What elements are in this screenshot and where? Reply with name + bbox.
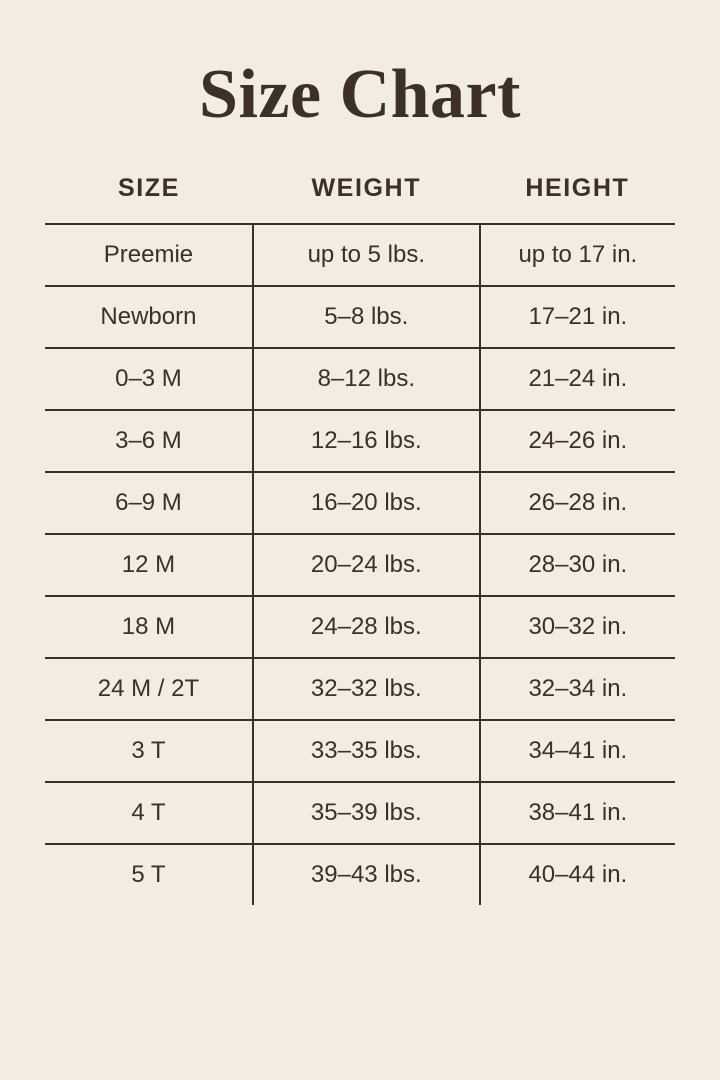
cell-size: 12 M	[45, 534, 253, 596]
cell-height: 38–41 in.	[480, 782, 675, 844]
cell-size: 0–3 M	[45, 348, 253, 410]
size-chart-table	[45, 170, 675, 905]
size-chart-table-wrapper	[45, 132, 675, 905]
cell-weight: 39–43 lbs.	[253, 844, 480, 905]
cell-height: 40–44 in.	[528, 860, 628, 888]
cell-height: 34–41 in.	[480, 720, 675, 782]
cell-weight: 20–24 lbs.	[253, 534, 480, 596]
cell-height: 28–30 in.	[480, 534, 675, 596]
cell-size: 3 T	[45, 720, 253, 782]
cell-weight: 8–12 lbs.	[253, 348, 480, 410]
table-header-row	[45, 170, 675, 224]
cell-size: 6–9 M	[45, 472, 253, 534]
cell-weight: 12–16 lbs.	[253, 410, 480, 472]
table-row	[45, 348, 675, 410]
column-header-height: HEIGHT	[480, 170, 675, 224]
cell-weight: 33–35 lbs.	[253, 720, 480, 782]
table-row	[45, 720, 675, 782]
table-row	[45, 534, 675, 596]
cell-height: 30–32 in.	[480, 596, 675, 658]
table-row	[45, 782, 675, 844]
table-row	[45, 596, 675, 658]
cell-height: 26–28 in.	[480, 472, 675, 534]
table-row	[45, 472, 675, 534]
table-body	[45, 224, 675, 905]
cell-size: 5 T	[45, 844, 253, 905]
table-row	[45, 224, 675, 286]
cell-size: Newborn	[45, 286, 253, 348]
column-header-size: SIZE	[45, 170, 253, 224]
cell-weight: 35–39 lbs.	[253, 782, 480, 844]
cell-height: 17–21 in.	[480, 286, 675, 348]
cell-height: 24–26 in.	[480, 410, 675, 472]
table-row	[45, 286, 675, 348]
cell-height: up to 17 in.	[480, 224, 675, 286]
page-title: Size Chart	[199, 56, 521, 133]
cell-height: 32–34 in.	[480, 658, 675, 720]
column-header-weight: WEIGHT	[253, 170, 480, 224]
table-header	[45, 170, 675, 224]
cell-weight: 16–20 lbs.	[253, 472, 480, 534]
table-row	[45, 844, 675, 905]
cell-size: 18 M	[45, 596, 253, 658]
cell-size: Preemie	[45, 224, 253, 286]
cell-weight: 5–8 lbs.	[253, 286, 480, 348]
cell-height: 21–24 in.	[480, 348, 675, 410]
cell-weight: up to 5 lbs.	[253, 224, 480, 286]
cell-weight: 32–32 lbs.	[253, 658, 480, 720]
cell-size: 3–6 M	[45, 410, 253, 472]
cell-size: 4 T	[45, 782, 253, 844]
cell-size: 24 M / 2T	[45, 658, 253, 720]
table-row	[45, 658, 675, 720]
table-row	[45, 410, 675, 472]
cell-weight: 24–28 lbs.	[253, 596, 480, 658]
